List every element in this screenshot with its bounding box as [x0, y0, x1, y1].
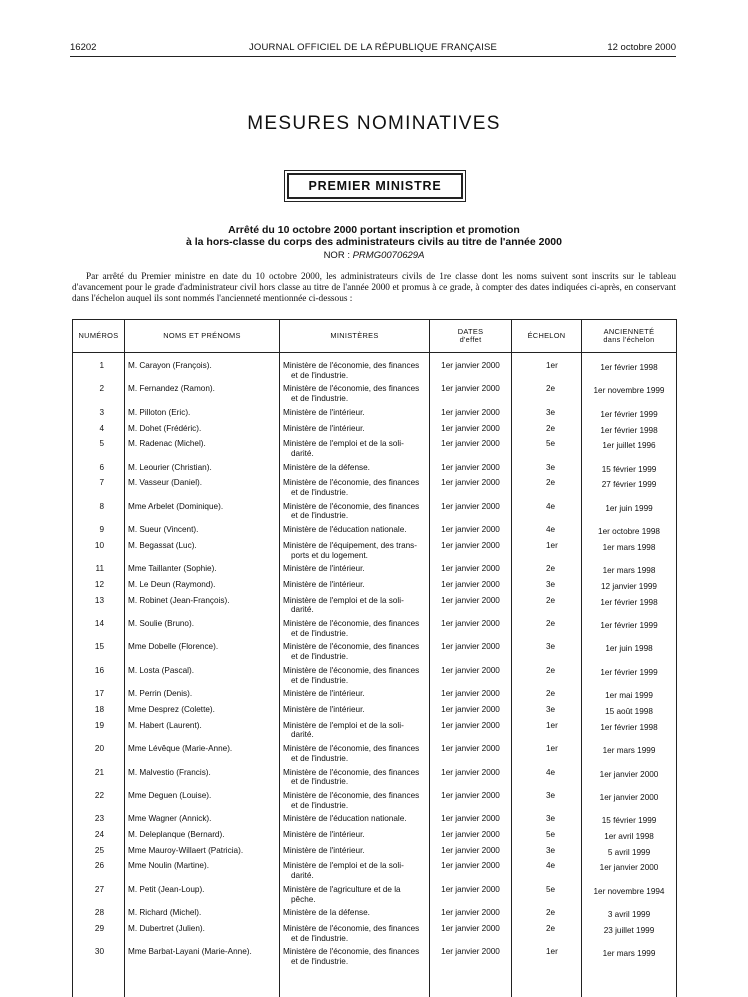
- row-number: 26: [73, 861, 125, 884]
- row-ministry-line2: pêche.: [283, 895, 426, 905]
- row-number: 17: [73, 689, 125, 705]
- row-anciennete: 23 juillet 1999: [582, 924, 677, 947]
- row-anciennete: 1er avril 1998: [582, 830, 677, 846]
- row-number: 21: [73, 768, 125, 791]
- row-name: M. Leourier (Christian).: [125, 463, 280, 479]
- row-number: 5: [73, 439, 125, 462]
- row-anciennete: 1er février 1998: [582, 424, 677, 440]
- row-date: 1er janvier 2000: [430, 768, 512, 791]
- row-name: M. Fernandez (Ramon).: [125, 384, 280, 407]
- row-echelon: 1er: [512, 721, 582, 744]
- row-anciennete: 1er février 1998: [582, 361, 677, 384]
- table-row: [73, 619, 677, 642]
- row-date: 1er janvier 2000: [430, 525, 512, 541]
- row-number: 16: [73, 666, 125, 689]
- row-number: 22: [73, 791, 125, 814]
- row-anciennete: 1er février 1999: [582, 666, 677, 689]
- col-header-anc-line1: ANCIENNETÉ: [584, 328, 674, 336]
- row-ministry-line2: et de l'industrie.: [283, 957, 426, 967]
- row-ministry: [280, 814, 430, 830]
- table-row: [73, 502, 677, 525]
- row-ministry-line1: Ministère de l'agriculture et de la: [283, 885, 401, 894]
- row-name: Mme Wagner (Annick).: [125, 814, 280, 830]
- row-date: 1er janvier 2000: [430, 924, 512, 947]
- row-echelon: 2e: [512, 619, 582, 642]
- col-header-dates: [430, 320, 512, 353]
- row-ministry: [280, 768, 430, 791]
- row-number: 1: [73, 361, 125, 384]
- table-row: [73, 721, 677, 744]
- row-anciennete: 1er juillet 1996: [582, 439, 677, 462]
- row-name: M. Petit (Jean-Loup).: [125, 885, 280, 908]
- row-number: 13: [73, 596, 125, 619]
- row-anciennete: 1er mars 1998: [582, 564, 677, 580]
- table-row: [73, 525, 677, 541]
- row-number: 3: [73, 408, 125, 424]
- row-ministry-line1: Ministère de l'emploi et de la soli-: [283, 721, 404, 730]
- row-ministry: [280, 642, 430, 665]
- row-name: M. Pilloton (Eric).: [125, 408, 280, 424]
- row-number: 27: [73, 885, 125, 908]
- table-row: [73, 885, 677, 908]
- row-date: 1er janvier 2000: [430, 439, 512, 462]
- col-header-dates-line1: DATES: [432, 328, 509, 336]
- row-number: 29: [73, 924, 125, 947]
- row-anciennete: 15 août 1998: [582, 705, 677, 721]
- row-ministry: [280, 791, 430, 814]
- row-ministry-line2: et de l'industrie.: [283, 511, 426, 521]
- row-date: 1er janvier 2000: [430, 463, 512, 479]
- row-name: M. Robinet (Jean-François).: [125, 596, 280, 619]
- row-ministry-line1: Ministère de l'économie, des finances: [283, 744, 419, 753]
- row-name: Mme Taillanter (Sophie).: [125, 564, 280, 580]
- row-name: M. Sueur (Vincent).: [125, 525, 280, 541]
- table-row: [73, 541, 677, 564]
- table-spacer-row: [73, 353, 677, 362]
- row-ministry-line1: Ministère de l'économie, des finances: [283, 666, 419, 675]
- col-header-name: NOMS ET PRÉNOMS: [125, 320, 280, 353]
- row-ministry-line1: Ministère de l'équipement, des trans-: [283, 541, 417, 550]
- table-row: [73, 705, 677, 721]
- row-number: 9: [73, 525, 125, 541]
- nor-reference: [0, 250, 748, 261]
- row-ministry-line1: Ministère de l'intérieur.: [283, 408, 365, 417]
- table-row: [73, 642, 677, 665]
- row-ministry-line1: Ministère de l'intérieur.: [283, 705, 365, 714]
- row-ministry-line1: Ministère de l'économie, des finances: [283, 768, 419, 777]
- row-number: 24: [73, 830, 125, 846]
- row-ministry-line1: Ministère de l'intérieur.: [283, 580, 365, 589]
- row-number: 4: [73, 424, 125, 440]
- row-ministry-line1: Ministère de l'économie, des finances: [283, 384, 419, 393]
- row-anciennete: 3 avril 1999: [582, 908, 677, 924]
- row-name: Mme Arbelet (Dominique).: [125, 502, 280, 525]
- row-anciennete: 1er octobre 1998: [582, 525, 677, 541]
- row-echelon: 5e: [512, 439, 582, 462]
- row-anciennete: 1er novembre 1994: [582, 885, 677, 908]
- row-name: Mme Mauroy-Willaert (Patricia).: [125, 846, 280, 862]
- row-ministry-line1: Ministère de l'intérieur.: [283, 846, 365, 855]
- row-name: M. Malvestio (Francis).: [125, 768, 280, 791]
- row-ministry: [280, 361, 430, 384]
- row-ministry: [280, 705, 430, 721]
- table-row: [73, 478, 677, 501]
- row-ministry: [280, 885, 430, 908]
- table-row: [73, 424, 677, 440]
- row-date: 1er janvier 2000: [430, 619, 512, 642]
- row-number: 19: [73, 721, 125, 744]
- row-date: 1er janvier 2000: [430, 721, 512, 744]
- row-ministry-line1: Ministère de l'emploi et de la soli-: [283, 439, 404, 448]
- row-ministry-line1: Ministère de l'économie, des finances: [283, 642, 419, 651]
- journal-title: JOURNAL OFFICIEL DE LA RÉPUBLIQUE FRANÇAISE: [70, 42, 676, 53]
- row-ministry: [280, 463, 430, 479]
- row-anciennete: 15 février 1999: [582, 814, 677, 830]
- row-ministry-line2: et de l'industrie.: [283, 676, 426, 686]
- row-date: 1er janvier 2000: [430, 361, 512, 384]
- row-name: Mme Lévêque (Marie-Anne).: [125, 744, 280, 767]
- row-date: 1er janvier 2000: [430, 791, 512, 814]
- row-echelon: 4e: [512, 502, 582, 525]
- table-row: [73, 564, 677, 580]
- row-echelon: 2e: [512, 424, 582, 440]
- row-anciennete: 1er janvier 2000: [582, 861, 677, 884]
- row-number: 28: [73, 908, 125, 924]
- row-ministry-line1: Ministère de l'économie, des finances: [283, 924, 419, 933]
- table-row: [73, 924, 677, 947]
- row-number: 23: [73, 814, 125, 830]
- row-anciennete: 1er mai 1999: [582, 689, 677, 705]
- row-ministry-line2: et de l'industrie.: [283, 394, 426, 404]
- nor-label: NOR :: [324, 250, 350, 261]
- row-date: 1er janvier 2000: [430, 830, 512, 846]
- row-ministry-line2: darité.: [283, 449, 426, 459]
- row-date: 1er janvier 2000: [430, 814, 512, 830]
- section-title: MESURES NOMINATIVES: [0, 113, 748, 135]
- row-date: 1er janvier 2000: [430, 384, 512, 407]
- page-number: 16202: [70, 42, 96, 53]
- row-date: 1er janvier 2000: [430, 947, 512, 997]
- row-name: Mme Deguen (Louise).: [125, 791, 280, 814]
- row-ministry-line1: Ministère de l'économie, des finances: [283, 791, 419, 800]
- row-number: 30: [73, 947, 125, 997]
- row-ministry: [280, 619, 430, 642]
- row-echelon: 5e: [512, 885, 582, 908]
- col-header-dates-line2: d'effet: [432, 336, 509, 344]
- row-date: 1er janvier 2000: [430, 596, 512, 619]
- row-echelon: 2e: [512, 908, 582, 924]
- row-ministry-line1: Ministère de l'éducation nationale.: [283, 525, 407, 534]
- row-ministry-line2: darité.: [283, 605, 426, 615]
- row-ministry-line2: ports et du logement.: [283, 551, 426, 561]
- row-ministry: [280, 721, 430, 744]
- row-ministry-line2: et de l'industrie.: [283, 652, 426, 662]
- row-name: M. Radenac (Michel).: [125, 439, 280, 462]
- row-echelon: 3e: [512, 705, 582, 721]
- row-ministry: [280, 908, 430, 924]
- row-anciennete: 1er janvier 2000: [582, 791, 677, 814]
- row-anciennete: 1er mars 1999: [582, 744, 677, 767]
- row-name: M. Le Deun (Raymond).: [125, 580, 280, 596]
- row-ministry-line1: Ministère de l'éducation nationale.: [283, 814, 407, 823]
- col-header-echelon: ÉCHELON: [512, 320, 582, 353]
- row-date: 1er janvier 2000: [430, 564, 512, 580]
- row-name: M. Dubertret (Julien).: [125, 924, 280, 947]
- row-number: 15: [73, 642, 125, 665]
- row-date: 1er janvier 2000: [430, 744, 512, 767]
- row-number: 20: [73, 744, 125, 767]
- table-row: [73, 689, 677, 705]
- row-ministry-line1: Ministère de l'économie, des finances: [283, 619, 419, 628]
- row-name: M. Begassat (Luc).: [125, 541, 280, 564]
- row-echelon: 1er: [512, 541, 582, 564]
- row-ministry: [280, 564, 430, 580]
- row-ministry-line1: Ministère de l'intérieur.: [283, 424, 365, 433]
- row-number: 2: [73, 384, 125, 407]
- row-anciennete: 1er juin 1999: [582, 502, 677, 525]
- row-date: 1er janvier 2000: [430, 846, 512, 862]
- row-anciennete: 1er novembre 1999: [582, 384, 677, 407]
- table-header-row: [73, 320, 677, 353]
- row-echelon: 2e: [512, 596, 582, 619]
- row-number: 10: [73, 541, 125, 564]
- row-ministry: [280, 689, 430, 705]
- table-row: [73, 384, 677, 407]
- table-row: [73, 596, 677, 619]
- row-name: Mme Dobelle (Florence).: [125, 642, 280, 665]
- row-ministry-line2: et de l'industrie.: [283, 801, 426, 811]
- table-row: [73, 768, 677, 791]
- row-ministry-line1: Ministère de l'économie, des finances: [283, 947, 419, 956]
- row-name: M. Deleplanque (Bernard).: [125, 830, 280, 846]
- row-name: M. Vasseur (Daniel).: [125, 478, 280, 501]
- row-ministry: [280, 861, 430, 884]
- row-ministry: [280, 502, 430, 525]
- row-echelon: 3e: [512, 408, 582, 424]
- row-echelon: 3e: [512, 463, 582, 479]
- row-name: M. Soulie (Bruno).: [125, 619, 280, 642]
- row-number: 8: [73, 502, 125, 525]
- row-name: M. Habert (Laurent).: [125, 721, 280, 744]
- row-ministry-line1: Ministère de l'emploi et de la soli-: [283, 861, 404, 870]
- row-date: 1er janvier 2000: [430, 666, 512, 689]
- row-number: 12: [73, 580, 125, 596]
- row-echelon: 3e: [512, 846, 582, 862]
- row-ministry: [280, 744, 430, 767]
- row-echelon: 2e: [512, 478, 582, 501]
- page-header: [70, 42, 676, 57]
- table-row: [73, 744, 677, 767]
- col-header-anc-line2: dans l'échelon: [584, 336, 674, 344]
- row-date: 1er janvier 2000: [430, 908, 512, 924]
- row-date: 1er janvier 2000: [430, 705, 512, 721]
- row-number: 6: [73, 463, 125, 479]
- row-echelon: 4e: [512, 861, 582, 884]
- table-row: [73, 814, 677, 830]
- row-ministry: [280, 424, 430, 440]
- row-number: 14: [73, 619, 125, 642]
- row-ministry-line1: Ministère de l'intérieur.: [283, 830, 365, 839]
- row-echelon: 2e: [512, 666, 582, 689]
- col-header-ministry: MINISTÈRES: [280, 320, 430, 353]
- row-ministry-line2: darité.: [283, 871, 426, 881]
- row-anciennete: 1er juin 1998: [582, 642, 677, 665]
- row-date: 1er janvier 2000: [430, 478, 512, 501]
- row-ministry-line1: Ministère de l'intérieur.: [283, 689, 365, 698]
- row-ministry: [280, 408, 430, 424]
- table-row: [73, 463, 677, 479]
- table-row: [73, 408, 677, 424]
- row-echelon: 1er: [512, 361, 582, 384]
- row-name: Mme Barbat-Layani (Marie-Anne).: [125, 947, 280, 997]
- row-anciennete: 1er février 1998: [582, 596, 677, 619]
- row-ministry: [280, 439, 430, 462]
- row-name: M. Perrin (Denis).: [125, 689, 280, 705]
- row-echelon: 4e: [512, 525, 582, 541]
- promotion-table: [72, 319, 677, 997]
- row-name: M. Losta (Pascal).: [125, 666, 280, 689]
- row-echelon: 3e: [512, 642, 582, 665]
- row-number: 18: [73, 705, 125, 721]
- row-echelon: 2e: [512, 564, 582, 580]
- row-ministry: [280, 830, 430, 846]
- row-ministry: [280, 525, 430, 541]
- row-anciennete: 1er mars 1999: [582, 947, 677, 997]
- table-row: [73, 791, 677, 814]
- row-ministry-line2: darité.: [283, 730, 426, 740]
- table-row: [73, 666, 677, 689]
- row-anciennete: 1er février 1998: [582, 721, 677, 744]
- row-name: Mme Desprez (Colette).: [125, 705, 280, 721]
- row-ministry-line1: Ministère de l'économie, des finances: [283, 478, 419, 487]
- row-ministry: [280, 846, 430, 862]
- row-date: 1er janvier 2000: [430, 408, 512, 424]
- row-number: 25: [73, 846, 125, 862]
- intro-paragraph: Par arrêté du Premier ministre en date du 10 octobre 2000, les administrateurs civils de 1re classe dont les noms suivent sont inscrits sur le tableau d'avancement pour le grade d'administrateur civil hors classe au titre de l'année 2000 et promus à ce grade, à compter des dates indiquées ci-après, en conservant dans l'échelon auquel ils sont nommés l'ancienneté mentionnée ci-dessous :: [72, 272, 676, 305]
- row-date: 1er janvier 2000: [430, 861, 512, 884]
- row-date: 1er janvier 2000: [430, 541, 512, 564]
- table-row: [73, 830, 677, 846]
- row-anciennete: 12 janvier 1999: [582, 580, 677, 596]
- row-ministry-line1: Ministère de l'économie, des finances: [283, 361, 419, 370]
- row-echelon: 3e: [512, 580, 582, 596]
- row-ministry: [280, 596, 430, 619]
- table-row: [73, 439, 677, 462]
- row-ministry: [280, 541, 430, 564]
- row-date: 1er janvier 2000: [430, 580, 512, 596]
- row-ministry-line2: et de l'industrie.: [283, 488, 426, 498]
- arrete-title-line2: à la hors-classe du corps des administrateurs civils au titre de l'année 2000: [0, 236, 748, 248]
- row-ministry-line1: Ministère de la défense.: [283, 908, 370, 917]
- row-ministry-line2: et de l'industrie.: [283, 754, 426, 764]
- row-echelon: 2e: [512, 689, 582, 705]
- ministry-box: PREMIER MINISTRE: [287, 173, 463, 199]
- row-name: M. Richard (Michel).: [125, 908, 280, 924]
- row-anciennete: 27 février 1999: [582, 478, 677, 501]
- arrete-title-line1: Arrêté du 10 octobre 2000 portant inscription et promotion: [0, 224, 748, 236]
- row-name: M. Carayon (François).: [125, 361, 280, 384]
- row-ministry-line2: et de l'industrie.: [283, 371, 426, 381]
- row-echelon: 2e: [512, 924, 582, 947]
- row-anciennete: 5 avril 1999: [582, 846, 677, 862]
- row-number: 7: [73, 478, 125, 501]
- row-name: M. Dohet (Frédéric).: [125, 424, 280, 440]
- nor-value: PRMG0070629A: [353, 250, 425, 261]
- row-ministry-line1: Ministère de l'économie, des finances: [283, 502, 419, 511]
- row-number: 11: [73, 564, 125, 580]
- row-echelon: 4e: [512, 768, 582, 791]
- row-ministry-line1: Ministère de l'intérieur.: [283, 564, 365, 573]
- row-ministry-line2: et de l'industrie.: [283, 934, 426, 944]
- table-row: [73, 861, 677, 884]
- row-name: Mme Noulin (Martine).: [125, 861, 280, 884]
- row-ministry: [280, 666, 430, 689]
- row-echelon: 1er: [512, 947, 582, 997]
- row-echelon: 3e: [512, 814, 582, 830]
- row-date: 1er janvier 2000: [430, 642, 512, 665]
- row-anciennete: 1er mars 1998: [582, 541, 677, 564]
- row-ministry: [280, 384, 430, 407]
- row-date: 1er janvier 2000: [430, 502, 512, 525]
- row-ministry-line1: Ministère de l'emploi et de la soli-: [283, 596, 404, 605]
- row-date: 1er janvier 2000: [430, 885, 512, 908]
- col-header-num: NUMÉROS: [73, 320, 125, 353]
- table-row: [73, 580, 677, 596]
- row-anciennete: 1er janvier 2000: [582, 768, 677, 791]
- row-ministry: [280, 924, 430, 947]
- row-ministry: [280, 478, 430, 501]
- arrete-title: [0, 224, 748, 248]
- row-ministry: [280, 580, 430, 596]
- col-header-anciennete: [582, 320, 677, 353]
- row-ministry-line1: Ministère de la défense.: [283, 463, 370, 472]
- row-ministry-line2: et de l'industrie.: [283, 777, 426, 787]
- row-anciennete: 15 février 1999: [582, 463, 677, 479]
- table-body: [73, 353, 677, 997]
- row-anciennete: 1er février 1999: [582, 408, 677, 424]
- issue-date: 12 octobre 2000: [607, 42, 676, 53]
- table-row: [73, 361, 677, 384]
- row-echelon: 5e: [512, 830, 582, 846]
- row-anciennete: 1er février 1999: [582, 619, 677, 642]
- table-row: [73, 846, 677, 862]
- row-echelon: 2e: [512, 384, 582, 407]
- row-date: 1er janvier 2000: [430, 424, 512, 440]
- row-date: 1er janvier 2000: [430, 689, 512, 705]
- table-row: [73, 908, 677, 924]
- row-ministry-line2: et de l'industrie.: [283, 629, 426, 639]
- row-echelon: 3e: [512, 791, 582, 814]
- row-echelon: 1er: [512, 744, 582, 767]
